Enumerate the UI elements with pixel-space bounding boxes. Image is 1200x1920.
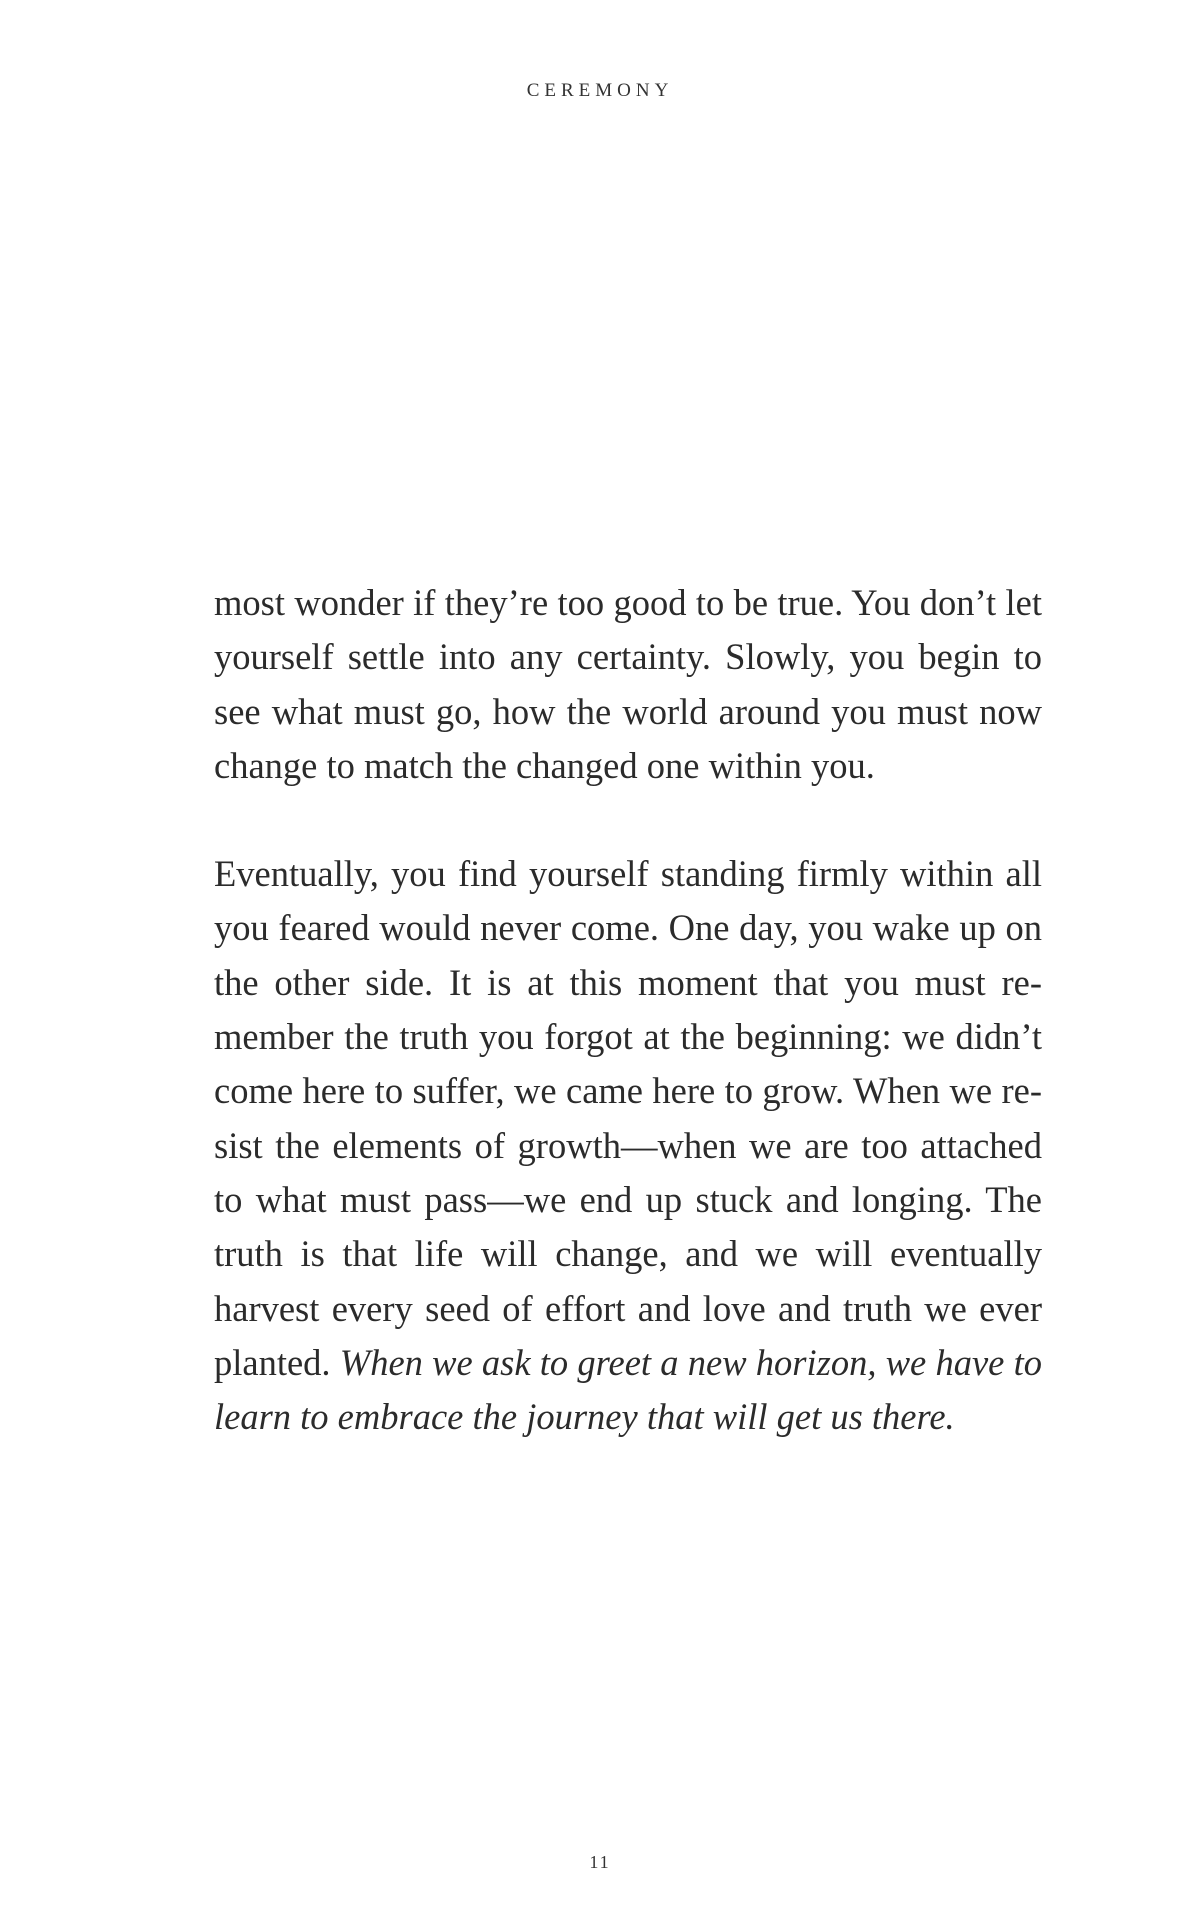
page-body [214,576,1042,1444]
paragraph-2 [214,847,1042,1444]
paragraph-2-italic-passage: When we ask to greet a new horizon, we have to learn to embrace the journey that will get us there. [214,1341,1042,1438]
paragraph-2-text: Eventually, you find yourself standing firmly within all you feared would never come. One day, you wake up on the other side. It is at this moment that you must remember the truth you forgot at the beginning: we didn’t come here to suffer, we came here to grow. When we resist the elements of growth—when we are too attached to what must pass—we end up stuck and longing. The truth is that life will change, and we will eventually harvest every seed of effort and love and truth we ever planted. [214,853,1042,1383]
paragraph-1: most wonder if they’re too good to be true. You don’t let yourself settle into any certainty. Slowly, you begin to see what must go, how the world around you must now change to match the changed one within you. [214,582,1042,786]
page-number: 11 [589,1852,611,1872]
running-head: CEREMONY [526,80,674,101]
